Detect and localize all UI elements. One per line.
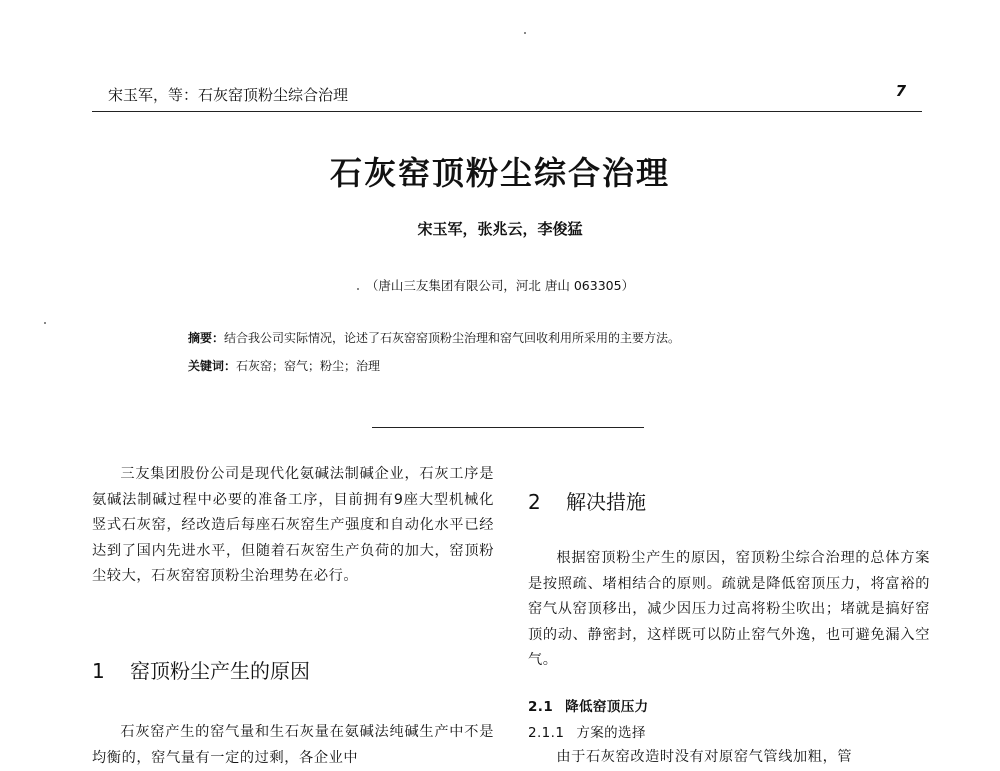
- left-column-intro: [92, 462, 494, 590]
- section-1-title: 窑顶粉尘产生的原因: [130, 659, 310, 683]
- section-divider: [372, 427, 644, 428]
- subsection-2-1-heading: [528, 695, 649, 715]
- left-column-section1: [92, 720, 494, 771]
- keywords-label: 关键词：: [188, 359, 237, 373]
- section-2-heading: [528, 488, 646, 516]
- running-header: [108, 84, 920, 106]
- abstract-text: 结合我公司实际情况，论述了石灰窑窑顶粉尘治理和窑气回收利用所采用的主要方法。: [224, 331, 681, 345]
- subsection-2-1-1-number: 2.1.1: [528, 725, 565, 741]
- section-2-paragraph: 根据窑顶粉尘产生的原因，窑顶粉尘综合治理的总体方案是按照疏、堵相结合的原则。疏就是降低窑顶压力，将富裕的窑气从窑顶移出，减少因压力过高将粉尘吹出；堵就是搞好窑顶的动、静密封，这样既可以防止窑气外逸，也可避免漏入空气。: [528, 550, 930, 668]
- scan-speck: [357, 288, 359, 290]
- abstract: [188, 329, 908, 346]
- section-1-number: 1: [92, 659, 105, 683]
- section-2-number: 2: [528, 490, 541, 514]
- subsection-2-1-title: 降低窑顶压力: [565, 699, 649, 715]
- scan-speck: [44, 322, 46, 324]
- right-column-section2: [528, 546, 930, 674]
- subsection-2-1-1-title: 方案的选择: [576, 725, 646, 741]
- paper-authors: 宋玉军，张兆云，李俊猛: [417, 220, 583, 238]
- intro-paragraph: 三友集团股份公司是现代化氨碱法制碱企业，石灰工序是氨碱法制碱过程中必要的准备工序，目前拥有9座大型机械化竖式石灰窑，经改造后每座石灰窑生产强度和自动化水平已经达到了国内先进水平，但随着石灰窑生产负荷的加大，窑顶粉尘较大，石灰窑窑顶粉尘治理势在必行。: [92, 466, 494, 584]
- paper-affiliation: （唐山三友集团有限公司，河北 唐山 063305）: [365, 278, 635, 293]
- subsection-2-1-number: 2.1: [528, 699, 554, 715]
- section-1-paragraph: 石灰窑产生的窑气量和生石灰量在氨碱法纯碱生产中不是均衡的，窑气量有一定的过剩，各企业中: [92, 724, 494, 766]
- abstract-label: 摘要：: [188, 331, 225, 345]
- section-2-title: 解决措施: [566, 490, 646, 514]
- right-column-section2-1-1: [528, 745, 930, 771]
- scan-speck: [524, 32, 526, 34]
- running-header-title: 宋玉军，等：石灰窑顶粉尘综合治理: [108, 86, 349, 104]
- section-1-heading: [92, 657, 494, 685]
- subsection-2-1-1-heading: [528, 721, 646, 741]
- subsection-2-1-1-paragraph: 由于石灰窑改造时没有对原窑气管线加粗，管: [556, 749, 853, 765]
- page-number: 7: [895, 82, 906, 100]
- paper-title: 石灰窑顶粉尘综合治理: [329, 154, 670, 192]
- keywords-text: 石灰窑；窑气；粉尘；治理: [236, 359, 381, 373]
- header-rule: [92, 111, 922, 112]
- keywords: [188, 357, 908, 374]
